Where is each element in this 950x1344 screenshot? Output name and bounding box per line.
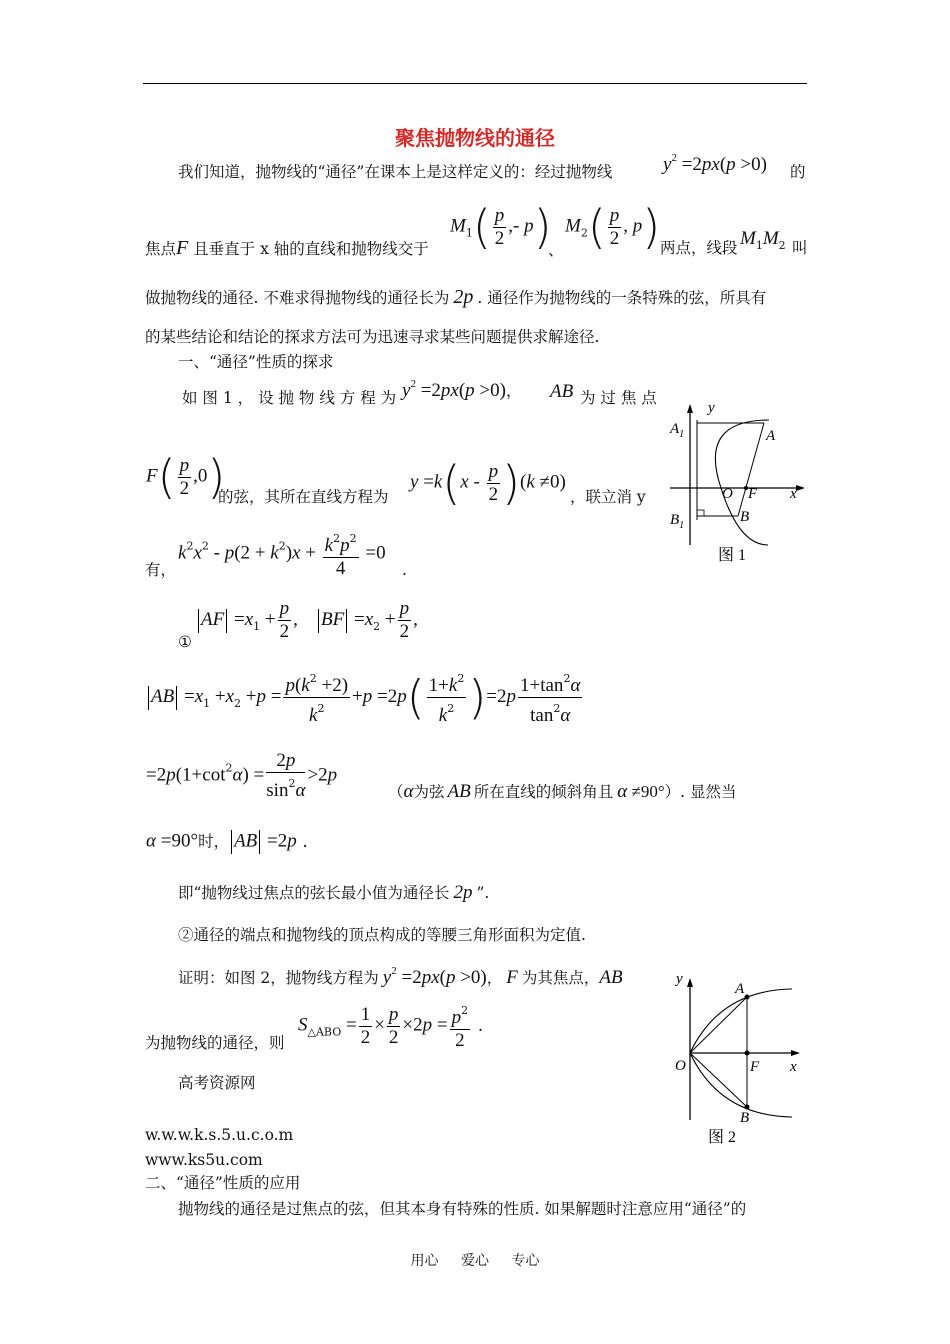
s1-chord-text: 的弦，其所在直线方程为: [218, 488, 389, 506]
segment-m1m2: $M_1M_2$: [740, 228, 786, 252]
resource-cn: 高考资源网: [178, 1074, 256, 1092]
fig2-label-a: A: [735, 981, 745, 997]
separator: 、: [548, 241, 564, 259]
s1-you: 有，: [145, 561, 177, 579]
triangle-area: $S_{\triangle ABO}$ = $\frac{1}{2}$ × $\frac{p}{2}$ ×2p = $\frac{p^2}{2}$ .: [298, 1000, 483, 1052]
para1-two-points: 两点，线段: [660, 239, 738, 257]
para1-line1: 我们知道，抛物线的“通径”在课本上是这样定义的：经过抛物线: [178, 163, 613, 181]
header-rule: [143, 83, 807, 84]
fig2-label-b: B: [740, 1110, 750, 1126]
fig2-label-o: O: [675, 1058, 686, 1074]
af-length: AF $=x_1$ + $\frac{p}{2}$ ,: [196, 598, 298, 643]
page-footer: 用心 爱心 专心: [410, 1253, 540, 1269]
fig1-label-f: F: [748, 486, 758, 502]
s1-eliminate: ，联立消 y: [570, 488, 646, 506]
para1-line3: 做抛物线的通径. 不难求得抛物线的通径长为 2p . 通径作为抛物线的一条特殊的弦，所具有: [145, 286, 767, 308]
section2-body: 抛物线的通径是过焦点的弦，但其本身有特殊的性质. 如果解题时注意应用“通径”的: [178, 1200, 747, 1218]
para1-jiao: 叫: [792, 239, 808, 257]
fig2-label-f: F: [750, 1059, 760, 1075]
s2-latus-text: 为抛物线的通径，则: [145, 1034, 285, 1052]
fig2-label-y: y: [676, 971, 683, 987]
s1-through-focus: 为 过 焦 点: [580, 389, 657, 407]
point-m2: $M_2$( $\frac{p}{2}$ , p): [565, 200, 661, 254]
fig2-label-x: x: [790, 1059, 797, 1075]
section1-heading: 一、“通径”性质的探求: [178, 353, 334, 371]
s2-statement: ②通径的端点和抛物线的顶点构成的等腰三角形面积为定值.: [178, 926, 586, 944]
fig1-label-b1: $B_1$: [670, 512, 685, 531]
ab-length-result: $=2p(1+\cot^2\alpha)$ = $\frac{2p}{\sin^2\alpha}$ >2p: [146, 750, 338, 801]
para1-line4: 的某些结论和结论的探求方法可为迅速寻求某些问题提供求解途径.: [145, 328, 600, 346]
section2-heading: 二、“通径”性质的应用: [145, 1174, 301, 1192]
fig1-label-a: A: [766, 428, 776, 444]
fig1-label-b: B: [740, 509, 750, 525]
fig1-label-y: y: [708, 400, 715, 416]
para1-focus: 焦点F 且垂直于 x 轴的直线和抛物线交于: [145, 237, 429, 259]
figure-1: [665, 395, 815, 565]
resource-url-2: www.ks5u.com: [145, 1151, 263, 1169]
s2-proof: 证明：如图 2，抛物线方程为 $y^2 =2px(p >0)$， F 为其焦点，AB: [178, 965, 623, 988]
resource-url-1: w.w.w.k.s.5.u.c.o.m: [145, 1126, 294, 1144]
circle-one: ①: [178, 633, 192, 651]
fig1-label-o: O: [722, 486, 733, 502]
s1-quadratic: $k^2x^2 - p(2 + k^2)x$ + $\frac{k^2p^2}{4}$ =0: [178, 528, 386, 580]
para1-de: 的: [790, 163, 806, 181]
fig1-caption: 图 1: [718, 547, 747, 564]
s1-conclusion: 即“抛物线过焦点的弦长最小值为通径长 2p ”.: [178, 882, 490, 903]
s1-period: .: [402, 561, 407, 579]
s1-intro: 如 图 1 ， 设 抛 物 线 方 程 为: [182, 389, 397, 407]
fig2-caption: 图 2: [708, 1129, 737, 1146]
figure-2: [660, 965, 815, 1150]
fig1-label-a1: $A_1$: [670, 421, 685, 440]
point-m1: $M_1$( $\frac{p}{2}$ ,- p): [450, 200, 552, 254]
fig1-label-x: x: [790, 486, 797, 502]
bf-length: BF $=x_2$ + $\frac{p}{2}$ ,: [316, 598, 418, 643]
s1-chord-ab: AB: [550, 381, 574, 402]
ab-length-derivation: AB $=x_1 +x_2 +p$ = $\frac{p(k^2 +2)}{k^2}$ +p =2p( $\frac{1+k^2}{k^2}$ )=2p $\frac{1+\tan^2\alpha}{\tan^2\alpha}$: [146, 668, 584, 727]
s1-when-90: α =90°时， AB =2p .: [146, 830, 308, 854]
s1-line-equation: y =k(x - $\frac{p}{2}$ )(k ≠0): [410, 456, 566, 510]
s1-focus-point: F( $\frac{p}{2}$ ,0): [146, 450, 226, 504]
parabola-equation: $y^2 =2px(p >0)$: [663, 152, 767, 175]
page-title: 聚焦抛物线的通径: [395, 126, 555, 150]
s1-equation: $y^2 =2px(p >0)$，: [402, 378, 522, 401]
s1-angle-note: （α为弦 AB 所在直线的倾斜角且 α ≠90°）. 显然当: [388, 781, 737, 802]
